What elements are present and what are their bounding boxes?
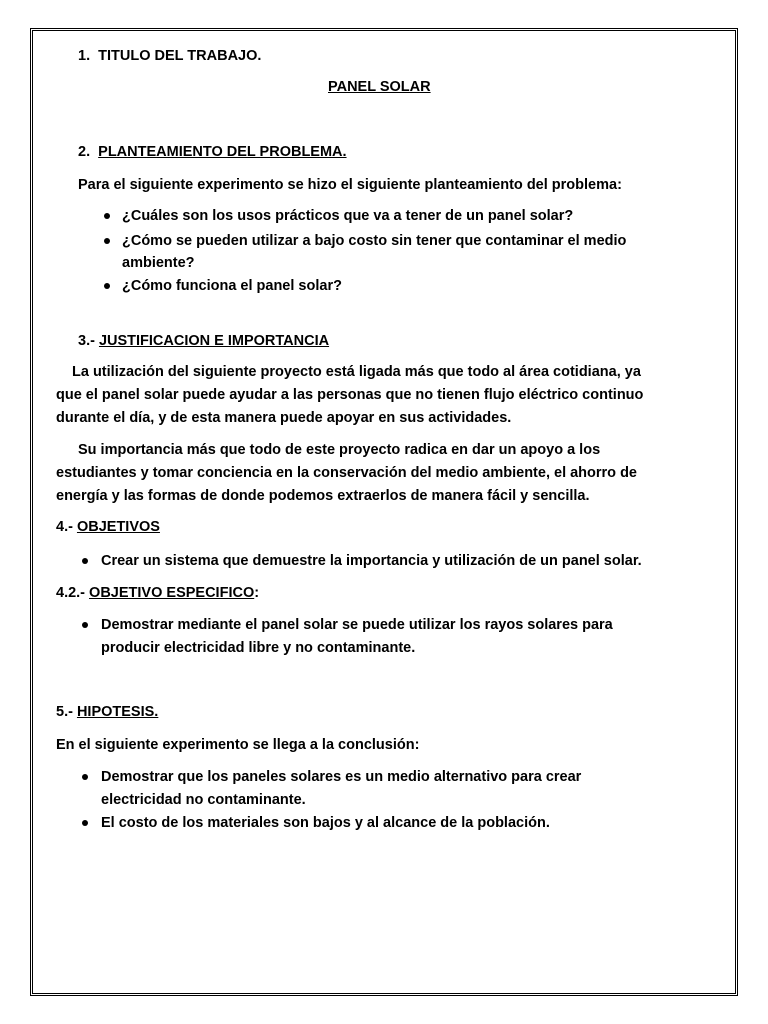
justification-p1-line3: durante el día, y de esta manera puede apoyar en sus actividades. bbox=[56, 410, 512, 426]
bullet-icon bbox=[82, 820, 88, 826]
section3-heading-text: JUSTIFICACION E IMPORTANCIA bbox=[98, 333, 330, 349]
section4-2-heading bbox=[56, 584, 259, 602]
section2-heading bbox=[78, 143, 347, 161]
section1-number: 1. bbox=[78, 48, 91, 64]
justification-p2-line2: estudiantes y tomar conciencia en la conservación del medio ambiente, el ahorro de bbox=[56, 465, 637, 481]
section5-heading bbox=[56, 703, 158, 721]
hypothesis-item-1-line2: electricidad no contaminante. bbox=[101, 792, 306, 808]
section5-heading-text: HIPOTESIS. bbox=[76, 704, 159, 720]
section4-heading bbox=[56, 518, 160, 536]
hypothesis-item-2: El costo de los materiales son bajos y al alcance de la población. bbox=[101, 815, 550, 831]
section1-heading bbox=[78, 47, 261, 65]
section4-2-number: 4.2.- bbox=[56, 585, 86, 601]
problem-item-2-line1: ¿Cómo se pueden utilizar a bajo costo sin tener que contaminar el medio bbox=[122, 233, 627, 249]
section3-number: 3.- bbox=[78, 333, 95, 349]
bullet-icon bbox=[82, 622, 88, 628]
section4-2-heading-text: OBJETIVO ESPECIFICO bbox=[89, 585, 255, 601]
section3-heading bbox=[78, 332, 329, 350]
bullet-icon bbox=[104, 213, 110, 219]
section4-number: 4.- bbox=[56, 519, 73, 535]
bullet-icon bbox=[104, 238, 110, 244]
specific-objective-line1: Demostrar mediante el panel solar se puede utilizar los rayos solares para bbox=[101, 617, 613, 633]
justification-p2-line3: energía y las formas de donde podemos extraerlos de manera fácil y sencilla. bbox=[56, 488, 590, 504]
bullet-icon bbox=[82, 558, 88, 564]
section1-heading-text: TITULO DEL TRABAJO. bbox=[98, 48, 262, 64]
section4-heading-text: OBJETIVOS bbox=[76, 519, 160, 535]
section2-heading-text: PLANTEAMIENTO DEL PROBLEMA. bbox=[98, 144, 347, 160]
objective-item-1: Crear un sistema que demuestre la importancia y utilización de un panel solar. bbox=[101, 553, 642, 569]
section2-number: 2. bbox=[78, 144, 91, 160]
problem-item-1: ¿Cuáles son los usos prácticos que va a tener de un panel solar? bbox=[122, 208, 574, 224]
problem-item-2-line2: ambiente? bbox=[122, 255, 195, 271]
section5-number: 5.- bbox=[56, 704, 73, 720]
section5-intro: En el siguiente experimento se llega a la conclusión: bbox=[56, 737, 420, 753]
bullet-icon bbox=[104, 283, 110, 289]
bullet-icon bbox=[82, 774, 88, 780]
hypothesis-item-1-line1: Demostrar que los paneles solares es un medio alternativo para crear bbox=[101, 769, 582, 785]
specific-objective-line2: producir electricidad libre y no contaminante. bbox=[101, 640, 416, 656]
justification-p1-line1: La utilización del siguiente proyecto está ligada más que todo al área cotidiana, ya bbox=[72, 364, 641, 380]
justification-p1-line2: que el panel solar puede ayudar a las personas que no tienen flujo eléctrico continuo bbox=[56, 387, 644, 403]
problem-item-3: ¿Cómo funciona el panel solar? bbox=[122, 278, 342, 294]
section2-intro: Para el siguiente experimento se hizo el siguiente planteamiento del problema: bbox=[78, 177, 622, 193]
document-title: PANEL SOLAR bbox=[328, 79, 431, 95]
justification-p2-line1: Su importancia más que todo de este proyecto radica en dar un apoyo a los bbox=[78, 442, 601, 458]
section4-2-suffix: : bbox=[254, 585, 260, 601]
